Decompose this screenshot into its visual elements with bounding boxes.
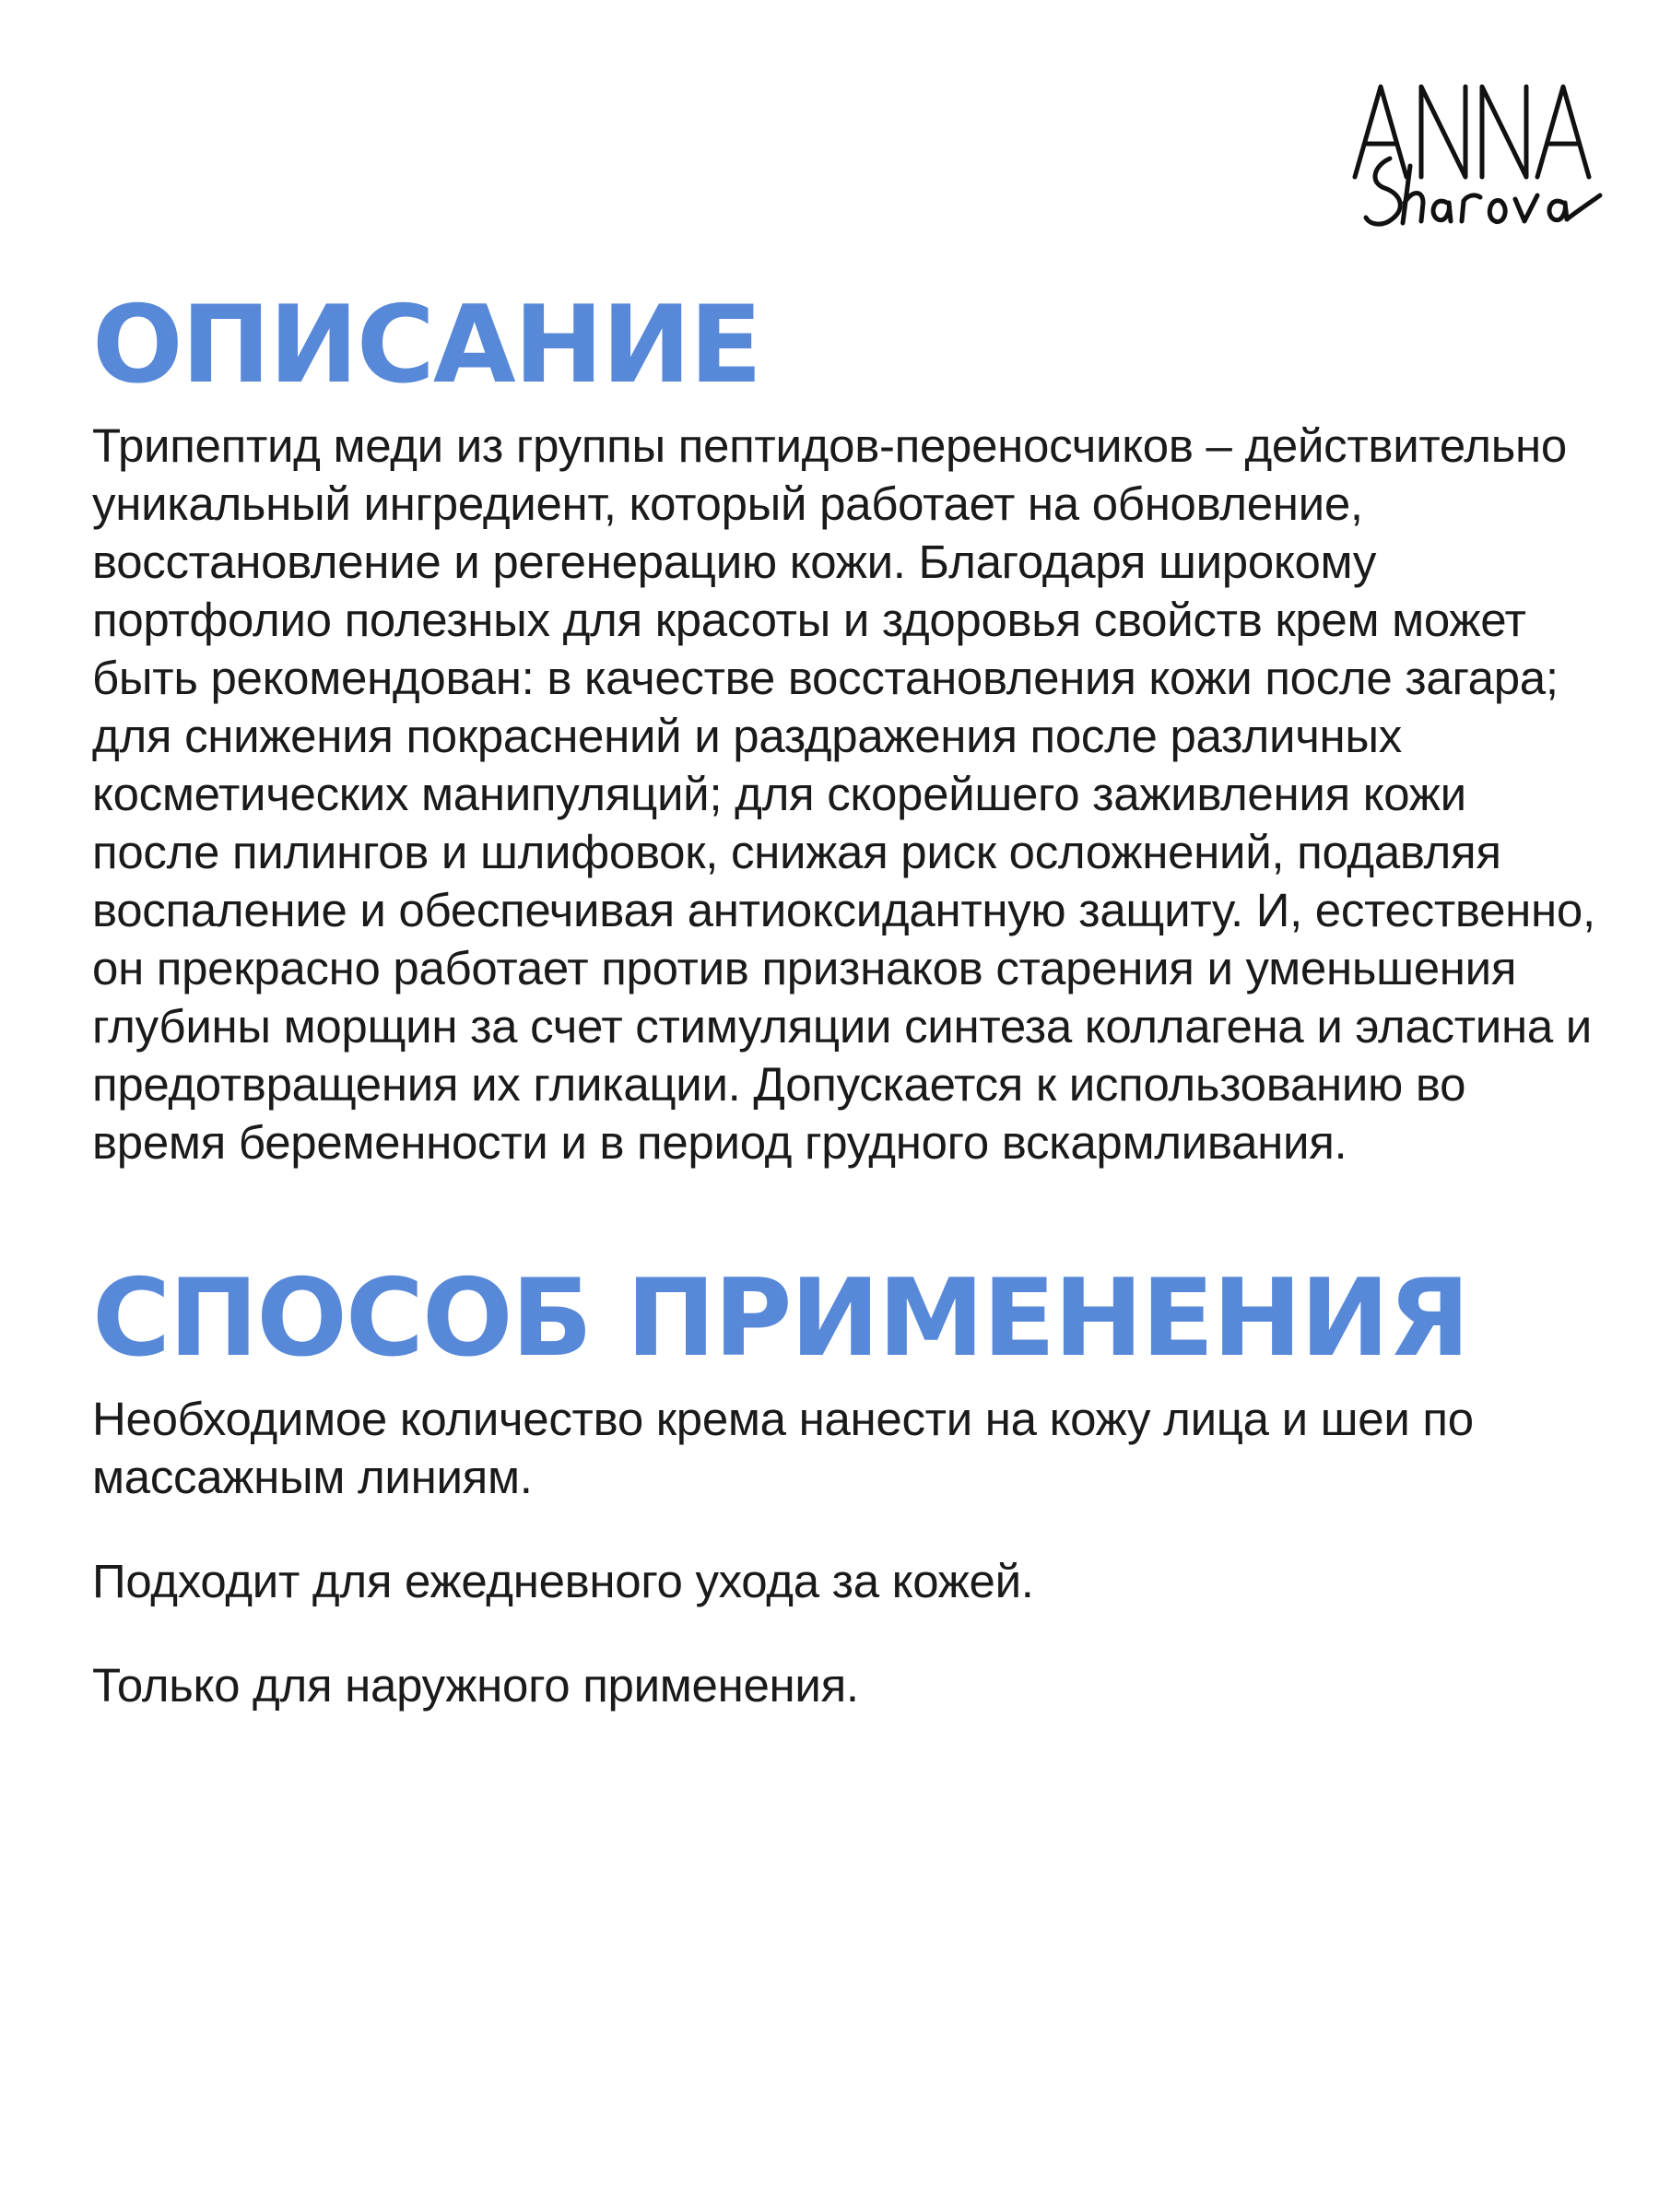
usage-paragraph: Только для наружного применения. bbox=[92, 1659, 859, 1712]
anna-sharova-logo-icon bbox=[1346, 74, 1613, 258]
usage-title: СПОСОБ ПРИМЕНЕНИЯ bbox=[92, 1256, 1469, 1381]
usage-list bbox=[92, 1390, 1604, 1714]
description-text: Трипептид меди из группы пептидов-переносчиков – действительно уникальный ингредиент, который работает на обновление, восстановление и регенерацию кожи. Благодаря широкому портфолио полезных для красоты и здоровья свойств крем может быть рекомендован: в качестве восстановления кожи после загара; для снижения покраснений и раздражения после различных косметических манипуляций; для скорейшего заживления кожи после пилингов и шлифовок, снижая риск осложнений, подавляя воспаление и обеспечивая антиоксидантную защиту. И, естественно, он прекрасно работает против признаков старения и уменьшения глубины морщин за счет стимуляции синтеза коллагена и эластина и предотвращения их гликации. Допускается к использованию во время беременности и в период грудного вскармливания. bbox=[92, 419, 1595, 1169]
usage-paragraph: Необходимое количество крема нанести на кожу лица и шеи по массажным линиям. bbox=[92, 1393, 1474, 1503]
main-content bbox=[92, 283, 1604, 1760]
description-title: ОПИСАНИЕ bbox=[92, 283, 761, 407]
brand-logo bbox=[1346, 74, 1613, 258]
usage-paragraph: Подходит для ежедневного ухода за кожей. bbox=[92, 1555, 1034, 1607]
